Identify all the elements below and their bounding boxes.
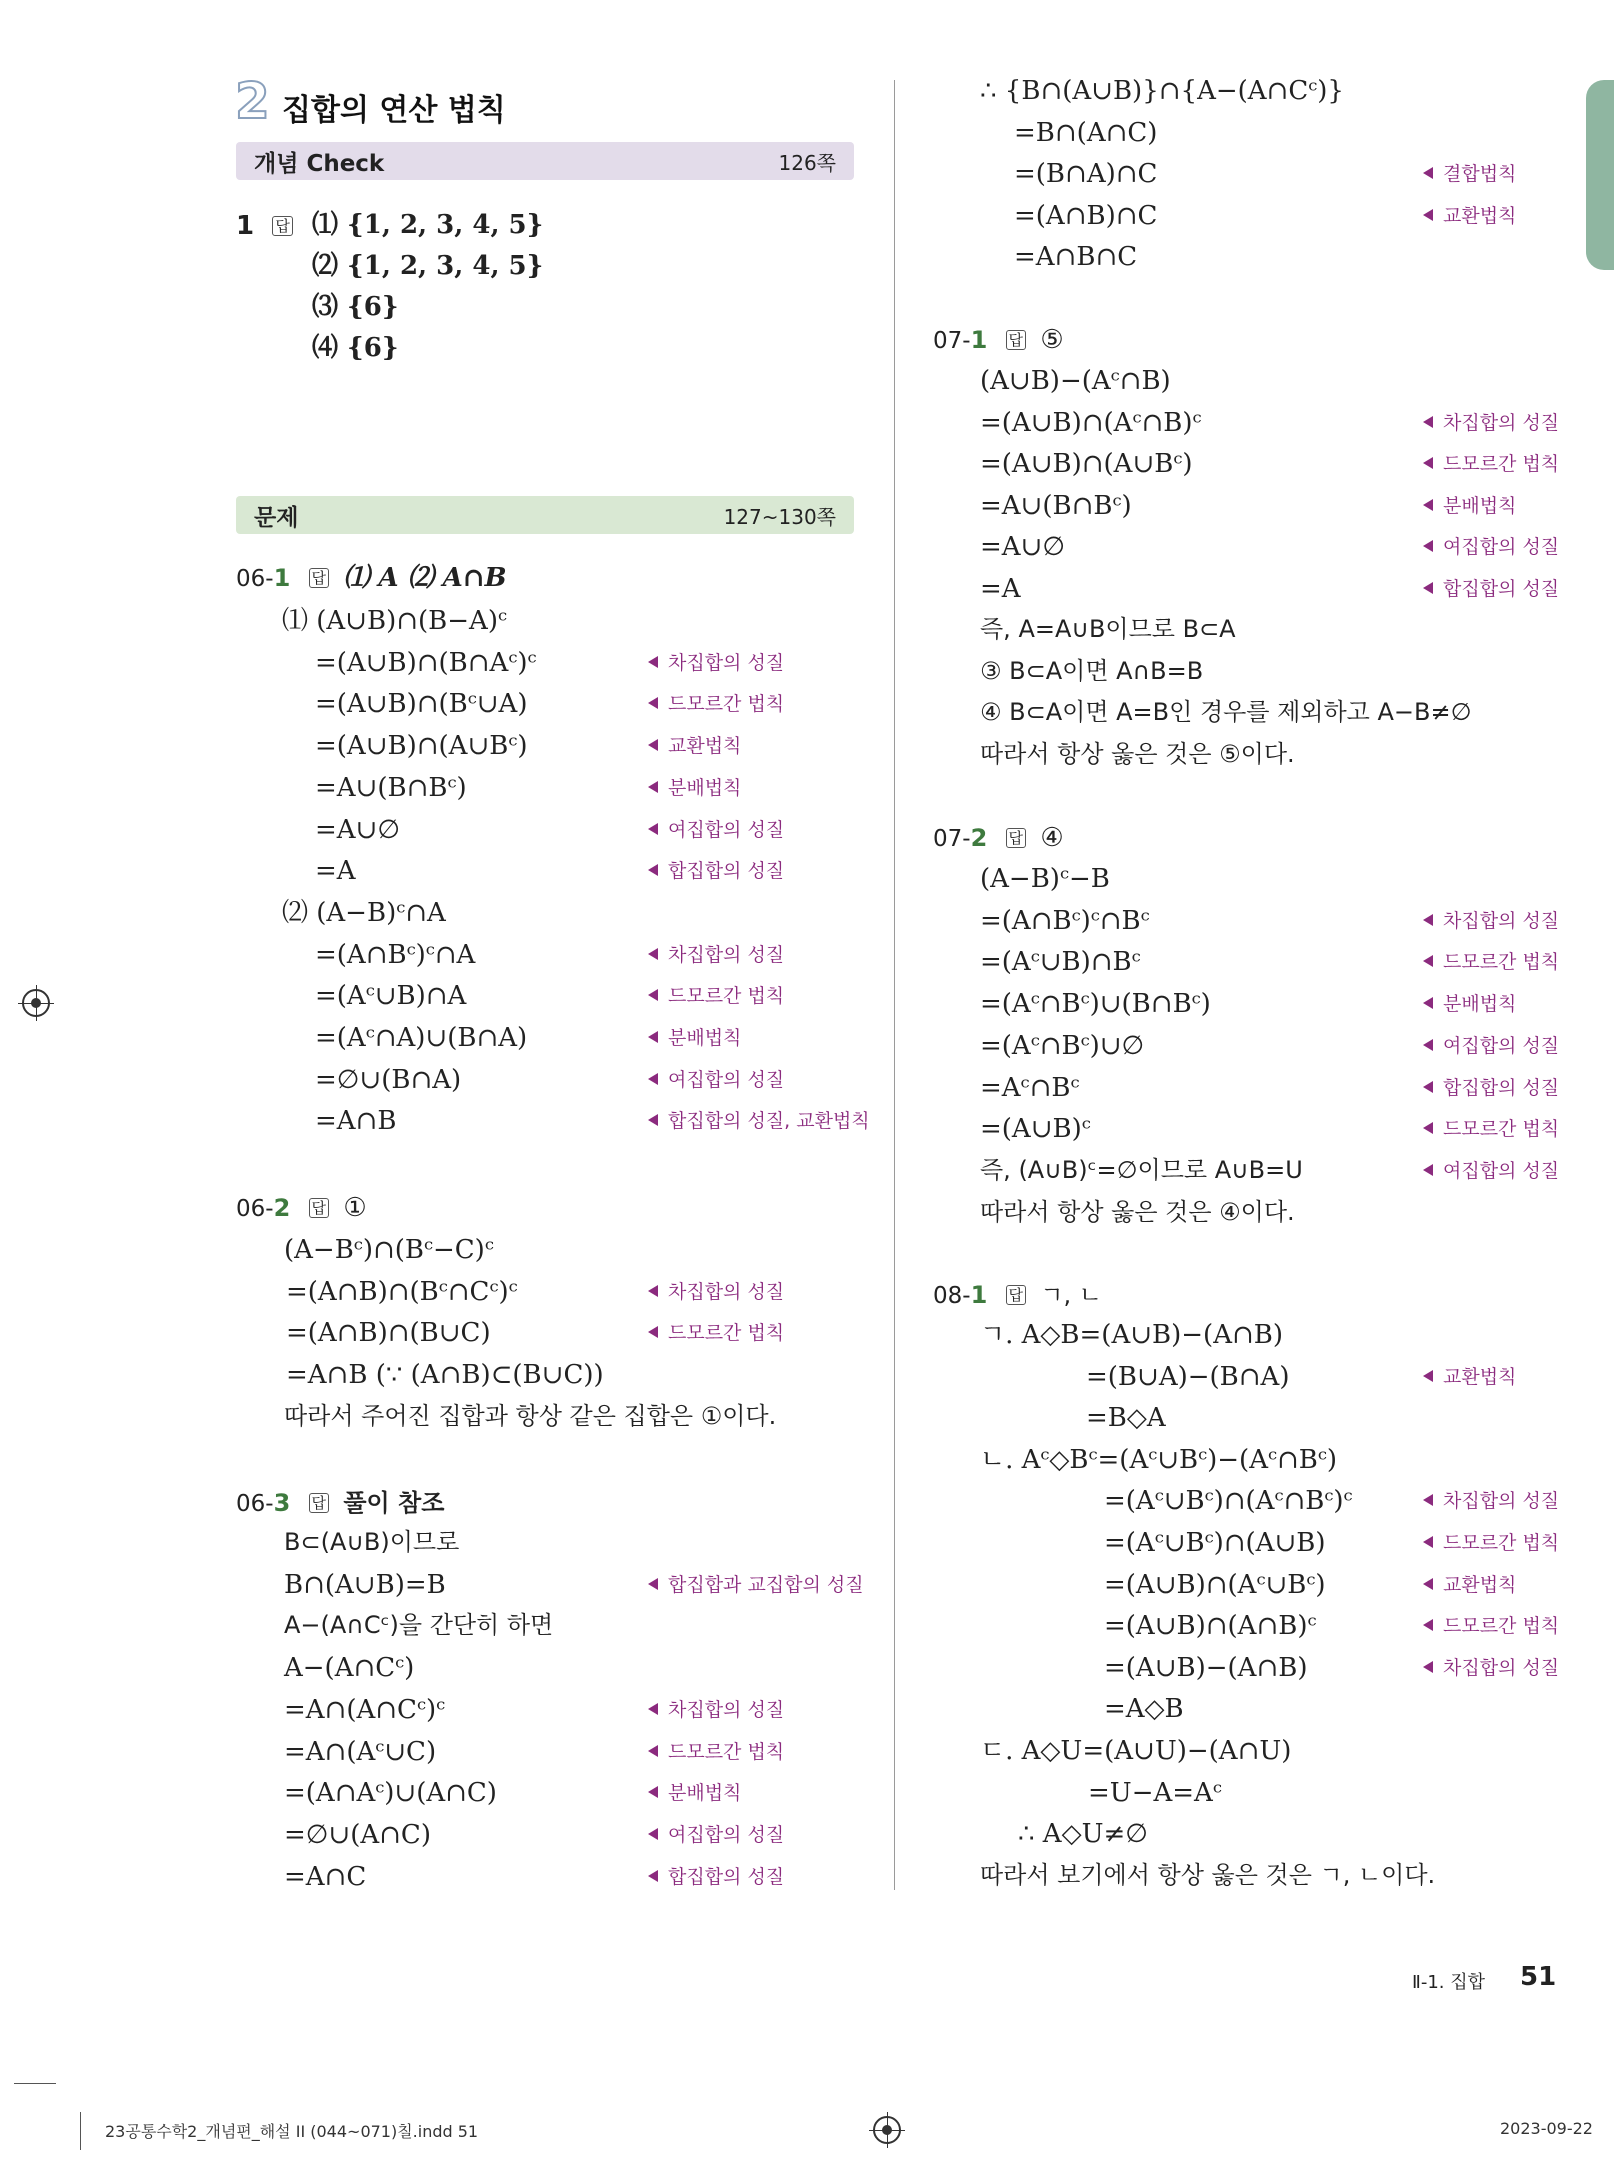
solution-line: =A∩(A∩Cᶜ)ᶜ xyxy=(284,1694,446,1725)
crop-mark xyxy=(80,2112,81,2150)
solution-line: 따라서 항상 옳은 것은 ⑤이다. xyxy=(980,739,1295,768)
problem-title: 문제 xyxy=(254,504,299,531)
q06-3-header xyxy=(236,1490,444,1516)
law-note: 여집합의 성질 xyxy=(1423,1037,1559,1056)
section-title: 집합의 연산 법칙 xyxy=(282,93,506,128)
solution-line: 즉, (A∪B)ᶜ=∅이므로 A∪B=U xyxy=(980,1155,1303,1184)
solution-line: =(A∩B)∩(Bᶜ∩Cᶜ)ᶜ xyxy=(286,1276,518,1307)
solution-line: =A xyxy=(315,856,356,887)
q06-1-header xyxy=(236,565,507,591)
solution-line: =B◇A xyxy=(1086,1403,1166,1434)
q1-line: ⑷ {6} xyxy=(312,333,399,363)
section-number: 2 xyxy=(235,72,270,130)
law-note: 분배법칙 xyxy=(648,1029,741,1048)
law-note: 여집합의 성질 xyxy=(648,821,784,840)
answer-mark: 답 xyxy=(309,1198,330,1218)
law-note: 드모르간 법칙 xyxy=(1423,1120,1559,1139)
law-note: 교환법칙 xyxy=(1423,207,1516,226)
solution-line: =(Aᶜ∩Bᶜ)∪(B∩Bᶜ) xyxy=(980,989,1211,1020)
q08-1-header xyxy=(933,1282,1102,1308)
law-note: 드모르간 법칙 xyxy=(1423,1534,1559,1553)
solution-line: =(A∪B)∩(Aᶜ∩B)ᶜ xyxy=(980,407,1202,438)
solution-line: =A∩B∩C xyxy=(1014,242,1138,272)
solution-line: ㄱ. A◇B=(A∪B)−(A∩B) xyxy=(980,1320,1284,1350)
law-note: 드모르간 법칙 xyxy=(1423,1617,1559,1636)
solution-line: =(A∪B)∩(Bᶜ∪A) xyxy=(315,689,528,720)
solution-line: B∩(A∪B)=B xyxy=(284,1569,446,1600)
law-note: 교환법칙 xyxy=(1423,1368,1516,1387)
law-note: 결합법칙 xyxy=(1423,165,1516,184)
q1-number: 1 xyxy=(236,211,255,241)
law-note: 분배법칙 xyxy=(1423,995,1516,1014)
solution-line: =∅∪(B∩A) xyxy=(315,1064,462,1095)
law-note: 차집합의 성질 xyxy=(1423,912,1559,931)
law-note: 차집합의 성질 xyxy=(648,946,784,965)
column-divider xyxy=(894,80,895,1890)
law-note: 차집합의 성질 xyxy=(1423,1492,1559,1511)
solution-line: =A∩B (∵ (A∩B)⊂(B∪C)) xyxy=(286,1360,604,1391)
q1-line: ⑴ {1, 2, 3, 4, 5} xyxy=(312,210,544,240)
footer-section: Ⅱ-1. 집합 xyxy=(1412,1972,1486,1993)
solution-line: =(A∩Bᶜ)ᶜ∩A xyxy=(315,939,476,970)
solution-line: 따라서 항상 옳은 것은 ④이다. xyxy=(980,1197,1295,1226)
solution-line: =(A∪B)−(A∩B) xyxy=(1104,1652,1308,1683)
solution-line: =(A∩B)∩(B∪C) xyxy=(286,1318,491,1349)
law-note: 드모르간 법칙 xyxy=(648,987,784,1006)
print-date: 2023-09-22 xyxy=(1500,2119,1593,2138)
answer-mark: 답 xyxy=(309,568,330,588)
solution-line: (A−B)ᶜ−B xyxy=(980,864,1110,894)
solution-line: =(A∪B)∩(A∩B)ᶜ xyxy=(1104,1611,1317,1642)
solution-line: =(B∩A)∩C xyxy=(1014,159,1158,189)
solution-line: =(A∩Bᶜ)ᶜ∩Bᶜ xyxy=(980,905,1150,936)
answer-text: ① xyxy=(343,1193,367,1223)
solution-line: =(Aᶜ∪B)∩A xyxy=(315,981,467,1012)
solution-line: =(Aᶜ∩Bᶜ)∪∅ xyxy=(980,1030,1145,1061)
law-note: 분배법칙 xyxy=(1423,497,1516,516)
answer-mark: 답 xyxy=(272,216,293,236)
answer-text: ⑤ xyxy=(1040,325,1064,355)
solution-line: =∅∪(A∩C) xyxy=(284,1819,431,1850)
q06-2-header xyxy=(236,1195,367,1221)
solution-line: B⊂(A∪B)이므로 xyxy=(284,1528,460,1556)
registration-mark-icon xyxy=(873,2116,901,2144)
q07-2-header xyxy=(933,825,1064,851)
question-number: 07-1 xyxy=(933,326,988,354)
solution-line: ㄷ. A◇U=(A∪U)−(A∩U) xyxy=(980,1736,1292,1766)
law-note: 드모르간 법칙 xyxy=(648,695,784,714)
solution-line: =Aᶜ∩Bᶜ xyxy=(980,1072,1080,1103)
solution-line: =U−A=Aᶜ xyxy=(1088,1777,1222,1808)
solution-line: =A∩B xyxy=(315,1106,397,1137)
answer-mark: 답 xyxy=(309,1493,330,1513)
question-number: 07-2 xyxy=(933,824,988,852)
solution-line: =A∪∅ xyxy=(980,532,1065,562)
law-note: 여집합의 성질 xyxy=(1423,1162,1559,1181)
law-note: 분배법칙 xyxy=(648,1784,741,1803)
concept-check-title: 개념 Check xyxy=(254,150,385,177)
q1-header xyxy=(236,213,299,239)
chapter-side-tab xyxy=(1586,80,1614,270)
answer-mark: 답 xyxy=(1006,330,1027,350)
law-note: 차집합의 성질 xyxy=(1423,1659,1559,1678)
law-note: 차집합의 성질 xyxy=(648,1701,784,1720)
concept-check-pages: 126쪽 xyxy=(778,150,836,175)
law-note: 차집합의 성질 xyxy=(1423,414,1559,433)
question-number: 06-1 xyxy=(236,564,291,592)
answer-text: ④ xyxy=(1040,823,1064,853)
answer-text: 풀이 참조 xyxy=(343,1489,445,1517)
solution-line: =A∩(Aᶜ∪C) xyxy=(284,1736,437,1767)
solution-line: =(A∩Aᶜ)∪(A∩C) xyxy=(284,1778,497,1809)
solution-line: ⑵ (A−B)ᶜ∩A xyxy=(282,897,446,928)
solution-line: =A∩C xyxy=(284,1861,367,1892)
law-note: 여집합의 성질 xyxy=(648,1071,784,1090)
law-note: 차집합의 성질 xyxy=(648,654,784,673)
problem-bar xyxy=(236,496,854,534)
answer-text: ⑴ A ⑵ A∩B xyxy=(343,563,507,593)
answer-mark: 답 xyxy=(1006,828,1027,848)
solution-line: A−(A∩Cᶜ) xyxy=(284,1653,415,1684)
question-number: 06-3 xyxy=(236,1489,291,1517)
registration-mark-icon xyxy=(22,989,50,1017)
law-note: 합집합의 성질, 교환법칙 xyxy=(648,1112,870,1131)
solution-line: =A xyxy=(980,573,1021,604)
q07-1-header xyxy=(933,327,1064,353)
solution-line: =B∩(A∩C) xyxy=(1014,117,1158,148)
solution-line: ④ B⊂A이면 A=B인 경우를 제외하고 A−B≠∅ xyxy=(980,698,1472,726)
crop-mark xyxy=(14,2083,56,2084)
solution-line: A−(A∩Cᶜ)을 간단히 하면 xyxy=(284,1611,554,1640)
q1-line: ⑶ {6} xyxy=(312,292,399,322)
law-note: 여집합의 성질 xyxy=(648,1826,784,1845)
problem-pages: 127~130쪽 xyxy=(723,504,836,529)
solution-line: ⑴ (A∪B)∩(B−A)ᶜ xyxy=(282,606,507,636)
solution-line: =(A∪B)∩(B∩Aᶜ)ᶜ xyxy=(315,647,537,678)
solution-line: =(A∪B)∩(A∪Bᶜ) xyxy=(315,731,528,762)
law-note: 합집합과 교집합의 성질 xyxy=(648,1576,864,1595)
law-note: 합집합의 성질 xyxy=(1423,1079,1559,1098)
law-note: 교환법칙 xyxy=(1423,1576,1516,1595)
solution-line: =(Aᶜ∪B)∩Bᶜ xyxy=(980,947,1141,978)
solution-line: =(Aᶜ∩A)∪(B∩A) xyxy=(315,1023,528,1053)
law-note: 합집합의 성질 xyxy=(1423,580,1559,599)
solution-line: ㄴ. Aᶜ◇Bᶜ=(Aᶜ∪Bᶜ)−(Aᶜ∩Bᶜ) xyxy=(980,1444,1338,1475)
solution-line: =(A∪B)ᶜ xyxy=(980,1114,1091,1145)
solution-line: =(Aᶜ∪Bᶜ)∩(Aᶜ∩Bᶜ)ᶜ xyxy=(1104,1486,1353,1517)
solution-line: (A−Bᶜ)∩(Bᶜ−C)ᶜ xyxy=(284,1235,494,1265)
law-note: 여집합의 성질 xyxy=(1423,538,1559,557)
law-note: 차집합의 성질 xyxy=(648,1283,784,1302)
answer-text: ㄱ, ㄴ xyxy=(1040,1281,1102,1309)
solution-line: 따라서 보기에서 항상 옳은 것은 ㄱ, ㄴ이다. xyxy=(980,1860,1436,1889)
law-note: 교환법칙 xyxy=(648,737,741,756)
solution-line: ∴ A◇U≠∅ xyxy=(1018,1819,1148,1850)
question-number: 06-2 xyxy=(236,1194,291,1222)
solution-line: =(A∩B)∩C xyxy=(1014,200,1158,231)
question-number: 08-1 xyxy=(933,1281,988,1309)
law-note: 합집합의 성질 xyxy=(648,862,784,881)
solution-line: =A∪(B∩Bᶜ) xyxy=(315,772,467,803)
solution-line: =(B∪A)−(B∩A) xyxy=(1086,1361,1290,1392)
law-note: 드모르간 법칙 xyxy=(648,1743,784,1762)
law-note: 합집합의 성질 xyxy=(648,1868,784,1887)
solution-line: ∴ {B∩(A∪B)}∩{A−(A∩Cᶜ)} xyxy=(980,76,1344,106)
q1-line: ⑵ {1, 2, 3, 4, 5} xyxy=(312,251,544,281)
solution-line: (A∪B)−(Aᶜ∩B) xyxy=(980,366,1171,396)
solution-line: =A∪∅ xyxy=(315,814,400,845)
solution-line: 즉, A=A∪B이므로 B⊂A xyxy=(980,615,1236,643)
page-number: 51 xyxy=(1520,1962,1557,1992)
answer-mark: 답 xyxy=(1006,1285,1027,1305)
law-note: 분배법칙 xyxy=(648,779,741,798)
solution-line: 따라서 주어진 집합과 항상 같은 집합은 ①이다. xyxy=(284,1401,777,1430)
solution-line: =(A∪B)∩(Aᶜ∪Bᶜ) xyxy=(1104,1569,1326,1600)
law-note: 드모르간 법칙 xyxy=(1423,953,1559,972)
solution-line: =(Aᶜ∪Bᶜ)∩(A∪B) xyxy=(1104,1528,1326,1558)
file-slug: 23공통수학2_개념편_해설 II (044~071)칠.indd 51 xyxy=(105,2122,479,2141)
concept-check-bar xyxy=(236,142,854,180)
solution-line: =(A∪B)∩(A∪Bᶜ) xyxy=(980,449,1193,479)
solution-line: ③ B⊂A이면 A∩B=B xyxy=(980,656,1204,685)
solution-line: =A◇B xyxy=(1104,1694,1184,1725)
law-note: 드모르간 법칙 xyxy=(1423,455,1559,474)
solution-line: =A∪(B∩Bᶜ) xyxy=(980,490,1132,521)
law-note: 드모르간 법칙 xyxy=(648,1324,784,1343)
